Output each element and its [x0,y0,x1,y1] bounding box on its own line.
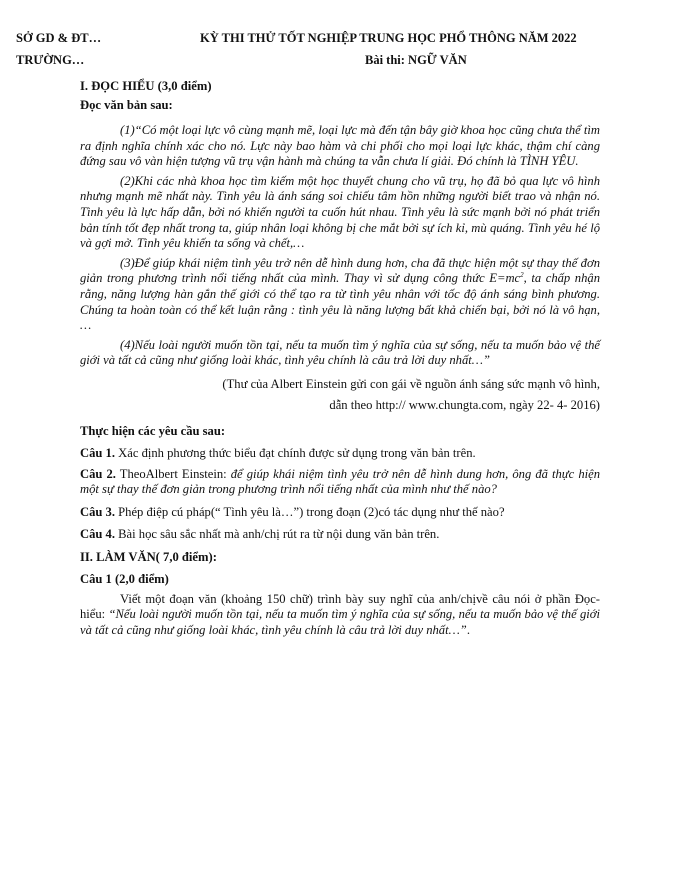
part2-title: II. LÀM VĂN( 7,0 điểm): [80,549,217,564]
passage-paragraph-1: (1)“Có một loại lực vô cùng mạnh mẽ, loại lực mà đến tận bây giờ khoa học cũng chưa thể tìm ra định nghĩa chính xác cho nó. Lực này bao hàm và chi phối cho mọi loại lực khác, thậm chí càng đứng sau vô vàn hiện tượng vũ trụ vận hành mà chúng ta vẫn chưa lí giải. Đó chính là TÌNH YÊU. [80,123,600,169]
essay-question-1-title: Câu 1 (2,0 điểm) [80,571,169,586]
formula-exponent: 2 [520,271,524,280]
question-2 [80,467,600,498]
question-2-label: Câu 2. [80,466,116,481]
question-2-text: TheoAlbert Einstein: [115,466,231,481]
passage-paragraph-3-end: , ta chấp nhận rằng, năng lượng hàn gắn thế giới có thể tạo ra từ tình yêu nhân với tốc độ ánh sáng bình phương. Chúng ta hoàn toàn có thể kết luận rằng : tình yêu là năng lượng bất khả chiến bại, bởi nó là vô hạn, … [80,271,600,333]
department-label: SỞ GD & ĐT… [16,31,102,45]
question-3-label: Câu 3. [80,504,115,519]
essay-question-1-body [80,592,600,639]
essay-question-1-quote: “Nếu loài người muốn tồn tại, nếu ta muốn tìm ý nghĩa của sự sống, nếu ta muốn bảo vệ thế giới và tất cả cũng như giống loài khác, tình yêu chính là câu trả lời duy nhất…” [80,607,600,638]
exam-title: KỲ THI THỬ TỐT NGHIỆP TRUNG HỌC PHỔ THÔNG NĂM 2022 [200,31,577,45]
exam-body [80,77,600,639]
essay-question-1-end: . [466,623,470,638]
passage-paragraph-3-start: (3)Để giúp khái niệm tình yêu trở nên dễ hình dung hơn, cha đã thực hiện một sự thay thế đơn giản trong phương trình nổi tiếng nhất của mình. Thay vì sử dụng công thức E=mc [80,255,600,286]
reading-instruction: Đọc văn bản sau: [80,98,173,112]
school-label: TRƯỜNG… [16,53,85,67]
subject-label: Bài thi: NGỮ VĂN [365,53,467,67]
question-1 [80,446,600,462]
question-4-text: Bài học sâu sắc nhất mà anh/chị rút ra từ nội dung văn bản trên. [115,527,440,542]
source-line-2: dẫn theo http:// www.chungta.com, ngày 22- 4- 2016) [329,397,600,412]
essay-question-1-text: Viết một đoạn văn (khoảng 150 chữ) trình bày suy nghĩ của anh/chịvề câu nói ở phần Đọc- hiểu: [80,591,600,622]
passage-paragraph-2: (2)Khi các nhà khoa học tìm kiếm một học thuyết chung cho vũ trụ, họ đã bỏ qua lực vô hình nhưng mạnh mẽ nhất này. Tình yêu là ánh sáng soi chiếu tâm hồn những người biết trao và nhận nó. Tình yêu là lực hấp dẫn, bởi nó khiến người ta cuốn hút nhau. Tình yêu là sức mạnh bởi nó phát triển bản tính tốt đẹp nhất trong ta, giúp nhân loại không bị che mắt bởi sự ích kỉ, mù quáng. Tình yêu hé lộ và gợi mở. Tình yêu khiến ta sống và chết,… [80,173,600,251]
question-3-text: Phép điệp cú pháp(“ Tình yêu là…”) trong đoạn (2)có tác dụng như thế nào? [115,504,505,519]
source-line-1: (Thư của Albert Einstein gửi con gái về nguồn ánh sáng sức mạnh vô hình, [222,376,600,391]
question-3 [80,505,600,521]
question-4-label: Câu 4. [80,527,115,542]
part1-title: I. ĐỌC HIỂU (3,0 điểm) [80,79,212,93]
passage-paragraph-4: (4)Nếu loài người muốn tồn tại, nếu ta muốn tìm ý nghĩa của sự sống, nếu ta muốn bảo vệ thế giới và tất cả cũng như giống loài khác, tình yêu chính là câu trả lời duy nhất…” [80,337,600,368]
question-1-text: Xác định phương thức biểu đạt chính được sử dụng trong văn bản trên. [115,445,476,460]
tasks-title: Thực hiện các yêu cầu sau: [80,423,226,438]
question-4 [80,527,600,543]
question-1-label: Câu 1. [80,445,115,460]
question-2-quote: để giúp khái niệm tình yêu trở nên dễ hình dung hơn, ông đã thực hiện một sự thay thế đơn giản trong phương trình nổi tiếng nhất của mình như thế nào? [80,466,601,497]
passage-paragraph-3 [80,256,600,334]
